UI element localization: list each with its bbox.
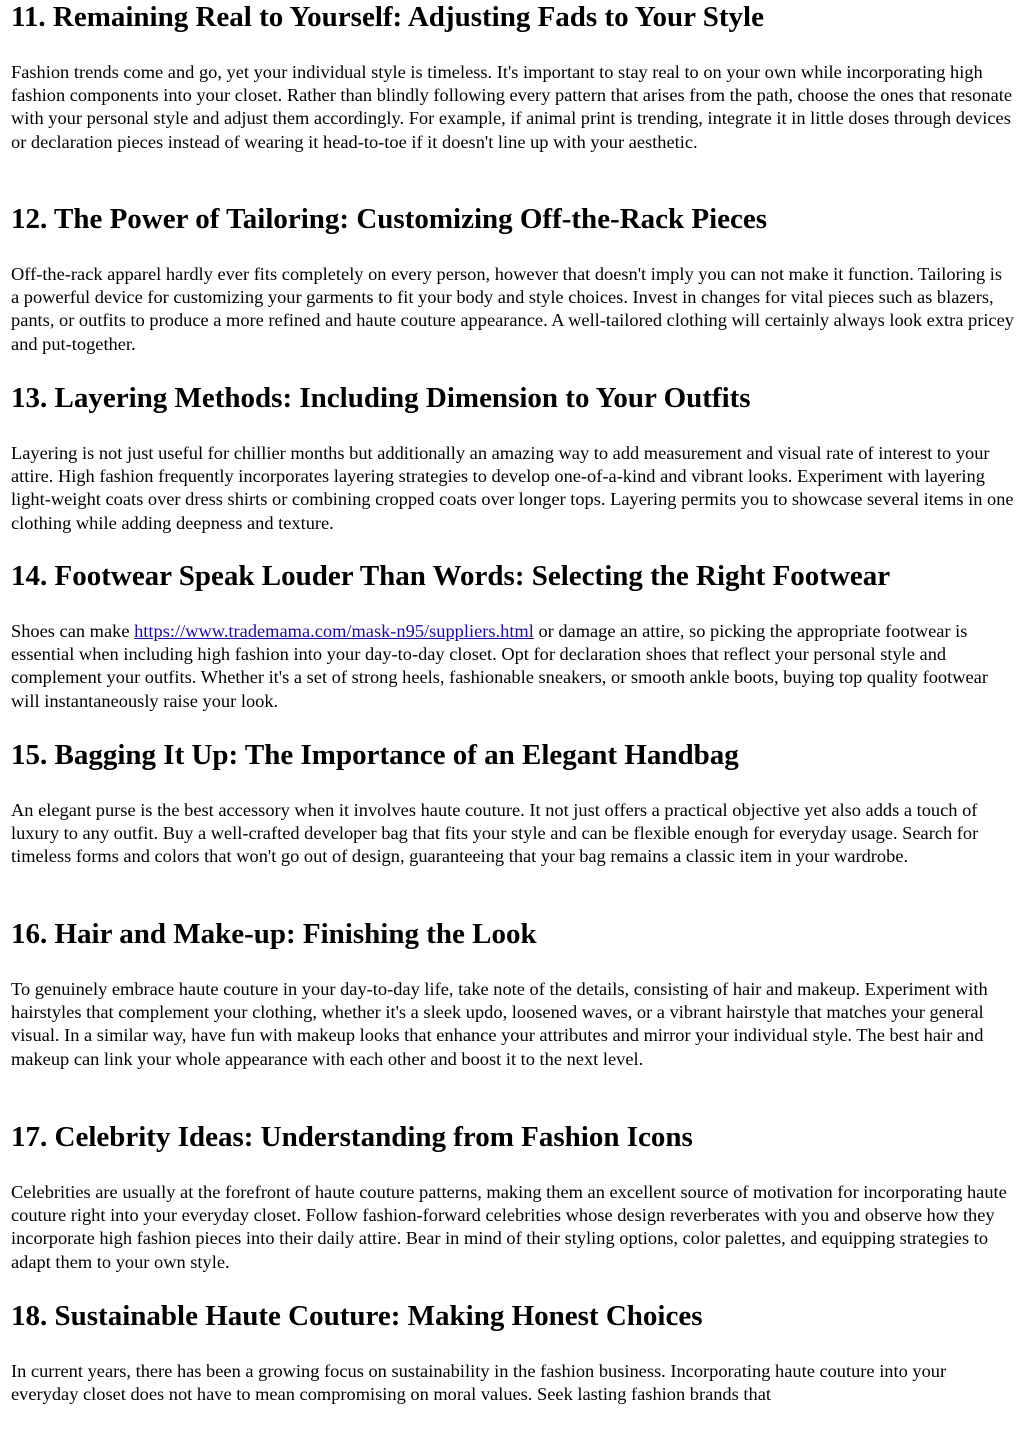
section-paragraph: Celebrities are usually at the forefront of haute couture patterns, making them an excellent source of motivation for incorporating haute couture right into your everyday closet. Follow fashion-forward celebrities whose design reverberates with you and observe how they incorporate high fashion pieces into their daily attire. Bear in mind of their styling options, color palettes, and equipping strategies to adapt them to your own style.: [11, 1182, 1007, 1272]
section-heading: 11. Remaining Real to Yourself: Adjusting Fads to Your Style: [11, 1, 764, 33]
section-paragraph: Fashion trends come and go, yet your individual style is timeless. It's important to stay real to on your own while incorporating high fashion components into your closet. Rather than blindly following every pattern that arises from the path, choose the ones that resonate with your personal style and adjust them accordingly. For example, if animal print is trending, integrate it in little doses through devices or declaration pieces instead of wearing it head-to-toe if it doesn't line up with your aesthetic.: [11, 62, 1013, 152]
section-heading: 13. Layering Methods: Including Dimension to Your Outfits: [11, 382, 751, 414]
section-13: [11, 381, 1014, 535]
section-heading: 16. Hair and Make-up: Finishing the Look: [11, 918, 537, 950]
section-heading: 17. Celebrity Ideas: Understanding from Fashion Icons: [11, 1121, 693, 1153]
section-16: [11, 917, 1014, 1071]
section-heading: 18. Sustainable Haute Couture: Making Honest Choices: [11, 1300, 703, 1332]
section-paragraph: To genuinely embrace haute couture in your day-to-day life, take note of the details, consisting of hair and makeup. Experiment with hairstyles that complement your clothing, whether it's a sleek updo, loosened waves, or a vibrant hairstyle that matches your general visual. In a similar way, have fun with makeup looks that enhance your attributes and mirror your individual style. The best hair and makeup can link your whole appearance with each other and boost it to the next level.: [11, 979, 988, 1069]
section-heading: 14. Footwear Speak Louder Than Words: Selecting the Right Footwear: [11, 560, 891, 592]
section-paragraph: Layering is not just useful for chillier months but additionally an amazing way to add measurement and visual rate of interest to your attire. High fashion frequently incorporates layering strategies to develop one-of-a-kind and vibrant looks. Experiment with layering light-weight coats over dress shirts or combining cropped coats over longer tops. Layering permits you to showcase several items in one clothing while adding deepness and texture.: [11, 443, 1014, 533]
section-11: [11, 0, 1014, 154]
section-15: [11, 738, 1014, 869]
section-heading: 12. The Power of Tailoring: Customizing Off-the-Rack Pieces: [11, 203, 768, 235]
section-paragraph: Off-the-rack apparel hardly ever fits completely on every person, however that doesn't imply you can not make it function. Tailoring is a powerful device for customizing your garments to fit your body and style choices. Invest in changes for vital pieces such as blazers, pants, or outfits to produce a more refined and haute couture appearance. A well-tailored clothing will certainly always look extra pricey and put-together.: [11, 264, 1014, 354]
suppliers-link[interactable]: https://www.trademama.com/mask-n95/suppliers.html: [134, 621, 534, 641]
section-12: [11, 202, 1014, 356]
paragraph-text-before-link: Shoes can make: [11, 621, 135, 641]
section-17: [11, 1120, 1014, 1274]
section-heading: 15. Bagging It Up: The Importance of an Elegant Handbag: [11, 739, 739, 771]
section-paragraph: An elegant purse is the best accessory when it involves haute couture. It not just offers a practical objective yet also adds a touch of luxury to any outfit. Buy a well-crafted developer bag that fits your style and can be flexible enough for everyday usage. Search for timeless forms and colors that won't go out of design, guaranteeing that your bag remains a classic item in your wardrobe.: [11, 800, 979, 867]
section-18: [11, 1299, 1014, 1406]
section-paragraph: In current years, there has been a growing focus on sustainability in the fashion business. Incorporating haute couture into your everyday closet does not have to mean compromising on moral values. Seek lasting fashion brands that: [11, 1361, 947, 1405]
section-paragraph: [11, 620, 1014, 713]
section-14: [11, 559, 1014, 713]
paragraph-text-after-link: or damage an attire, so picking the appropriate footwear is essential when including high fashion into your day-to-day closet. Opt for declaration shoes that reflect your personal style and complement your outfits. Whether it's a set of strong heels, fashionable sneakers, or smooth ankle boots, buying top quality footwear will instantaneously raise your look.: [11, 621, 988, 711]
